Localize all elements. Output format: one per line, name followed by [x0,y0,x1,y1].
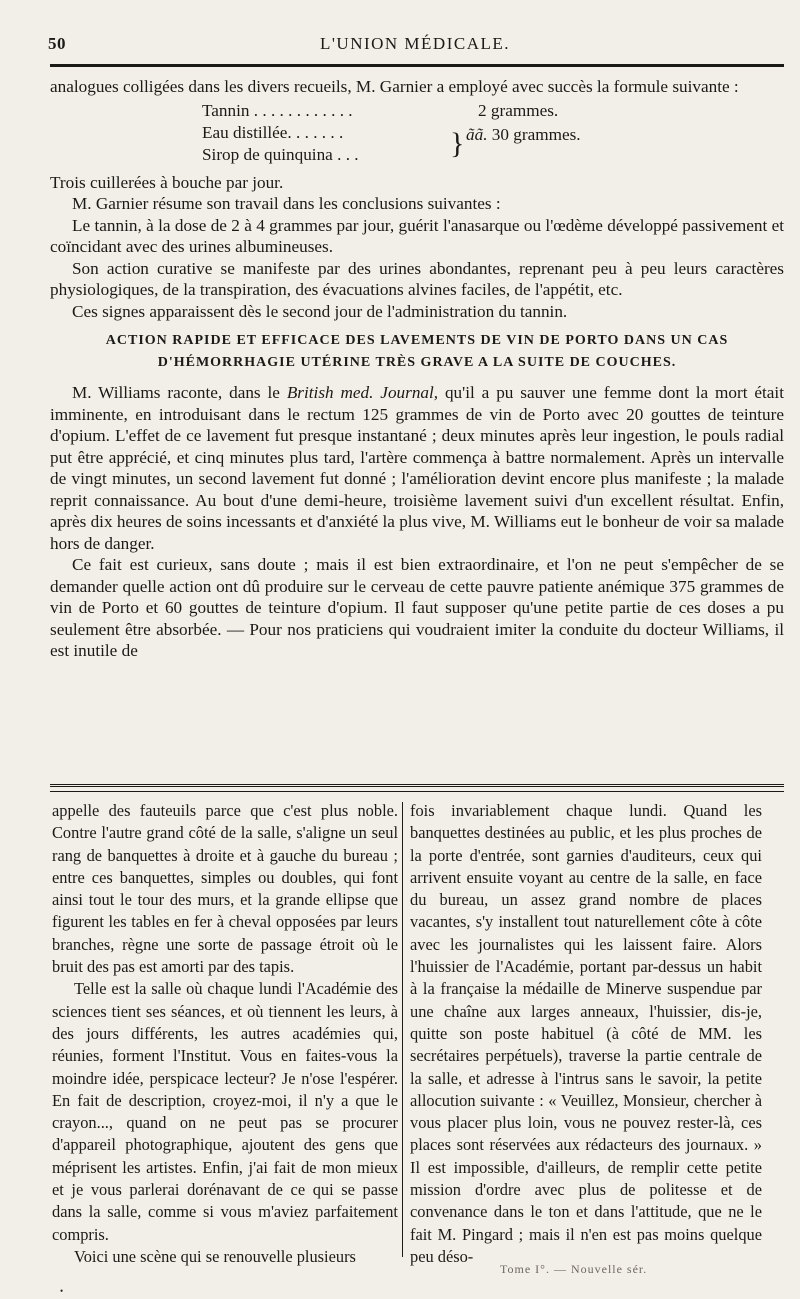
formula-aa-grams: 30 grammes. [491,124,581,144]
feuilleton-paragraph: appelle des fauteuils parce que c'est plus noble. Contre l'autre grand côté de la salle, s'aligne un seul rang de banquettes à droite et à gauche du bureau ; entre ces banquettes, simples ou doubles, qui font ainsi tout le tour des murs, et la grande ellipse que figurent les tables en fer à cheval opposées par leurs branches, règne une sorte de passage étroit où le bruit des pas est amorti par des tapis. [52,801,398,977]
feuilleton-paragraph: Telle est la salle où chaque lundi l'Académie des sciences tient ses séances, et où tiennent les leurs, à des jours différents, les autres académies qui, réunies, forment l'Institut. Vous en faites-vous la moindre idée, perspicace lecteur? Je n'ose l'espérer. En fait de description, croyez-moi, il n'y a que le crayon..., quand on ne peut pas se procurer d'appareil photographique, ajoutent des gens que méprisent les artistes. Enfin, j'ai fait de mon mieux et je vous parlerai dorénavant de ce qui se passe dans la salle, comme si vous m'aviez parfaitement compris. [52,979,398,1244]
article-p1-after: qu'il a pu sauver une femme dont la mort était imminente, en introduisant dans le rectum 125 grammes de vin de Porto avec 20 gouttes de teinture d'opium. L'effet de ce lavement fut presque instantané ; deux minutes après leur ingestion, le pouls radial put être apprécié, et cinq minutes plus tard, l'artère commença à battre normalement. Après un intervalle de vingt minutes, un second lavement fut donné ; l'amélioration devint encore plus manifeste ; la malade reprit connaissance. Au bout d'une demi-heure, troisième lavement suivi d'un excellent résultat. Enfin, après dix heures de soins incessants et d'anxiété la plus vive, M. Williams eut le bonheur de voir sa malade hors de danger. [50,383,784,553]
feuilleton-rule-thin [50,791,784,792]
conclusion-item: Ces signes apparaissent dès le second jour de l'administration du tannin. [72,301,568,321]
column-divider [402,802,403,1257]
feuilleton-right-column [410,800,762,1268]
feuilleton-rule [50,784,784,787]
formula-tannin: Tannin . . . . . . . . . . . . [202,100,353,120]
formula-eau: Eau distillée. . . . . . . [202,122,344,142]
conclusions-intro: M. Garnier résume son travail dans les conclusions suivantes : [72,194,501,213]
feuilleton-paragraph: fois invariablement chaque lundi. Quand les banquettes destinées au public, et les plus proches de la porte d'entrée, sont garnies d'auditeurs, ceux qui arrivent ensuite voyant au centre de la salle, en face du bureau, un assez grand nombre de places vacantes, s'y installent tout naturellement côte à côte avec les journalistes qui les laissent faire. Alors l'huissier de l'Académie, portant par-dessus un habit à la française la médaille de Minerve suspendue par une chaîne aux larges anneaux, l'huissier, dis-je, quitte son poste habituel (à côté de MM. les secrétaires perpétuels), traverse la partie centrale de la salle, et adresse à l'intrus sans le savoir, la petite allocution suivante : « Veuillez, Monsieur, chercher à vous placer plus loin, vous ne pouvez rester-là, ces places sont réservées aux rédacteurs des journaux. » Il est impossible, d'ailleurs, de remplir cette petite mission d'ordre avec plus de politesse et de convenance dans le ton et dans l'attitude, que ne le fait M. Pingard ; mais il n'en est pas moins quelque peu déso- [410,801,762,1266]
prescription-formula [50,100,784,172]
section-title [50,330,784,374]
feuilleton-left-column [52,800,398,1268]
page-mark: • [60,1286,64,1296]
journal-title: British med. Journal, [286,383,439,402]
formula-brace [450,124,460,164]
page-number: 50 [48,34,66,53]
article-p1-before: M. Williams raconte, dans le [72,383,287,402]
article-body [50,76,784,662]
article-paragraph-1 [50,382,784,554]
conclusion-item: Son action curative se manifeste par des urines abondantes, reprenant peu à peu leurs caractères physiologiques, de la transpiration, des évacuations alvines faciles, de l'appétit, etc. [50,258,784,299]
formula-tannin-qty: 2 grammes. [478,100,559,120]
intro-paragraph: analogues colligées dans les divers recueils, M. Garnier a employé avec succès la formule suivante : [50,77,739,96]
show-through-footer: Tome I°. — Nouvelle sér. [500,1262,648,1276]
section-title-line1: ACTION RAPIDE ET EFFICACE DES LAVEMENTS DE VIN DE PORTO DANS UN CAS [105,333,729,348]
formula-aa-qty [466,124,581,146]
page-header [48,34,782,58]
article-paragraph-2: Ce fait est curieux, sans doute ; mais il est bien extraordinaire, et l'on ne peut s'empêcher de se demander quelle action ont dû produire sur le cerveau de cette pauvre patiente anémique 375 grammes de vin de Porto et 60 gouttes de teinture d'opium. Il faut supposer qu'une petite partie de ces doses a pu seulement être absorbée. — Pour nos praticiens qui voudraient imiter la conduite du docteur Williams, il est inutile de [50,555,784,660]
header-rule [50,64,784,67]
formula-aa: ãã. [466,124,488,144]
formula-dosage: Trois cuillerées à bouche par jour. [50,172,284,192]
running-head: L'UNION MÉDICALE. [319,34,511,53]
section-title-line2: D'HÉMORRHAGIE UTÉRINE TRÈS GRAVE A LA SUITE DE COUCHES. [157,355,677,370]
conclusion-item: Le tannin, à la dose de 2 à 4 grammes par jour, guérit l'anasarque ou l'œdème développé passivement et coïncidant avec des urines albumineuses. [50,215,784,256]
feuilleton-paragraph: Voici une scène qui se renouvelle plusieurs [74,1246,356,1266]
formula-sirop: Sirop de quinquina . . . [202,144,359,164]
